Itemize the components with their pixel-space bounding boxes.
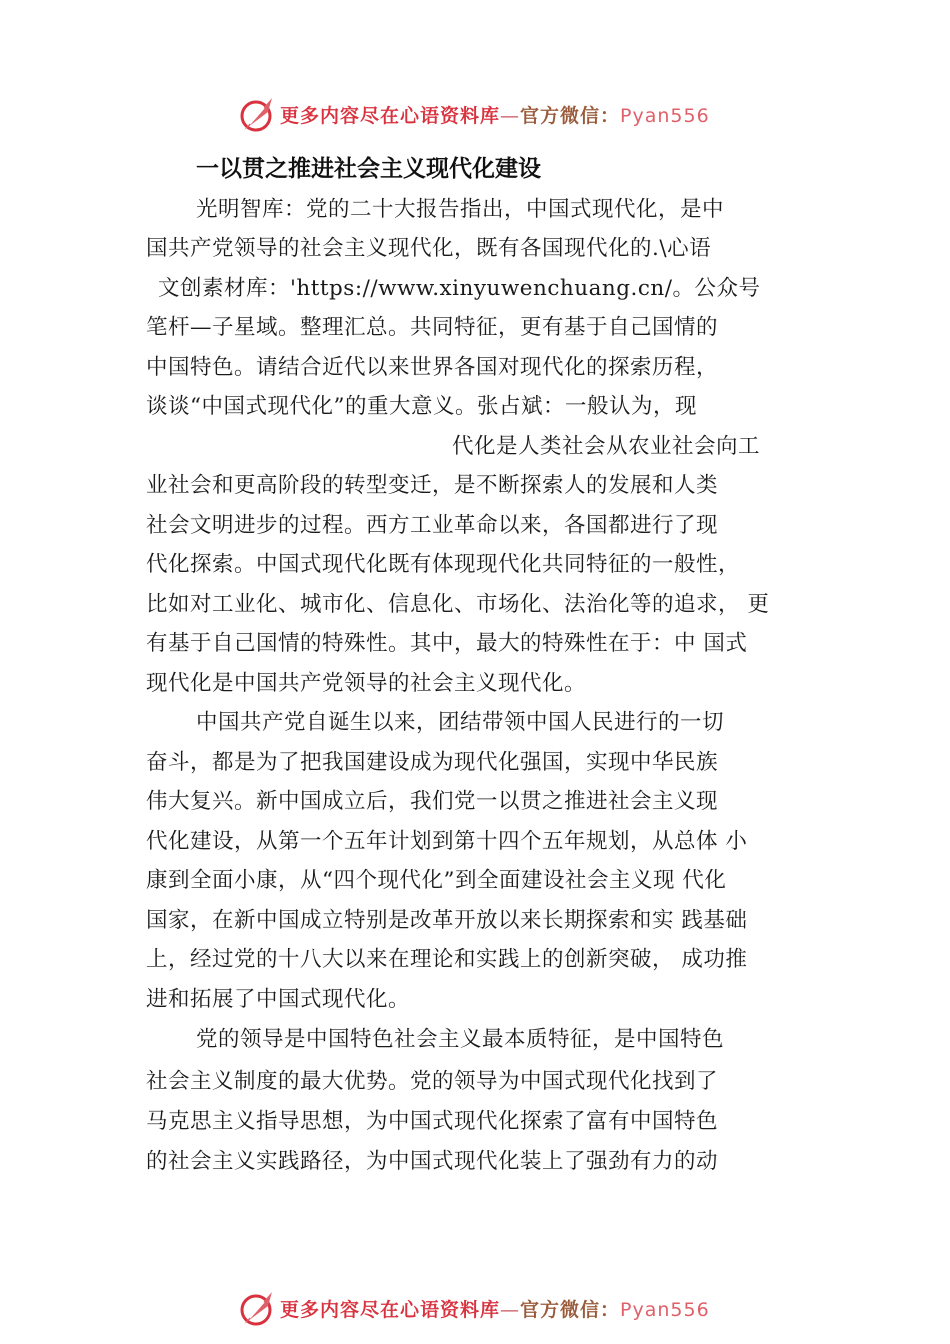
- body-line: 比如对工业化、城市化、信息化、市场化、法治化等的追求， 更: [146, 592, 770, 617]
- body-line: 代化建设，从第一个五年计划到第十四个五年规划，从总体 小: [146, 829, 748, 854]
- body-line: 代化是人类社会从农业社会向工: [452, 434, 761, 459]
- body-line: 中国共产党自诞生以来，团结带领中国人民进行的一切: [196, 710, 725, 735]
- body-line: 伟大复兴。新中国成立后，我们党一以贯之推进社会主义现: [146, 789, 719, 814]
- body-line: 奋斗，都是为了把我国建设成为现代化强国，实现中华民族: [146, 750, 719, 775]
- quill-logo-icon: [238, 94, 278, 134]
- body-line: 光明智库：党的二十大报告指出，中国式现代化，是中: [196, 197, 725, 222]
- watermark-wechat-id: Pyan556: [620, 104, 710, 127]
- watermark-separator: —: [500, 104, 521, 127]
- document-title: 一以贯之推进社会主义现代化建设: [196, 156, 541, 182]
- body-line: 康到全面小康，从“四个现代化”到全面建设社会主义现 代化: [146, 868, 727, 893]
- watermark-wechat-label: 官方微信：: [520, 104, 621, 127]
- body-line: 代化探索。中国式现代化既有体现现代化共同特征的一般性，: [146, 552, 741, 577]
- body-line: 社会主义制度的最大优势。党的领导为中国式现代化找到了: [146, 1069, 719, 1094]
- watermark-separator: —: [500, 1298, 521, 1321]
- watermark-banner-bottom: [238, 1288, 710, 1328]
- watermark-wechat-label: 官方微信：: [520, 1298, 621, 1321]
- body-line: 马克思主义指导思想，为中国式现代化探索了富有中国特色: [146, 1109, 719, 1134]
- watermark-text: [280, 1295, 710, 1322]
- body-line: 社会文明进步的过程。西方工业革命以来，各国都进行了现: [146, 513, 719, 538]
- body-line: 党的领导是中国特色社会主义最本质特征，是中国特色: [196, 1027, 725, 1052]
- quill-logo-icon: [238, 1288, 278, 1328]
- watermark-red-text: 更多内容尽在心语资料库: [280, 1298, 501, 1321]
- watermark-red-text: 更多内容尽在心语资料库: [280, 104, 501, 127]
- body-line: 现代化是中国共产党领导的社会主义现代化。: [146, 671, 587, 696]
- body-line: 进和拓展了中国式现代化。: [146, 987, 411, 1012]
- body-line: 笔杆—子星域。整理汇总。共同特征，更有基于自己国情的: [146, 315, 719, 340]
- watermark-text: [280, 101, 710, 128]
- body-line: 国共产党领导的社会主义现代化，既有各国现代化的.\心语: [146, 236, 712, 261]
- body-line: 中国特色。请结合近代以来世界各国对现代化的探索历程，: [146, 355, 719, 380]
- body-line: 上，经过党的十八大以来在理论和实践上的创新突破， 成功推: [146, 947, 748, 972]
- watermark-banner-top: [238, 94, 710, 134]
- body-line: 有基于自己国情的特殊性。其中，最大的特殊性在于：中 国式: [146, 631, 748, 656]
- body-line: 的社会主义实践路径，为中国式现代化装上了强劲有力的动: [146, 1149, 719, 1174]
- body-line: 国家，在新中国成立特别是改革开放以来长期探索和实 践基础: [146, 908, 748, 933]
- body-line: 谈谈“中国式现代化”的重大意义。张占斌：一般认为，现: [146, 394, 697, 419]
- watermark-wechat-id: Pyan556: [620, 1298, 710, 1321]
- body-line: 业社会和更高阶段的转型变迁，是不断探索人的发展和人类: [146, 473, 719, 498]
- body-line: 文创素材库：'https://www.xinyuwenchuang.cn/。公众号: [158, 276, 761, 301]
